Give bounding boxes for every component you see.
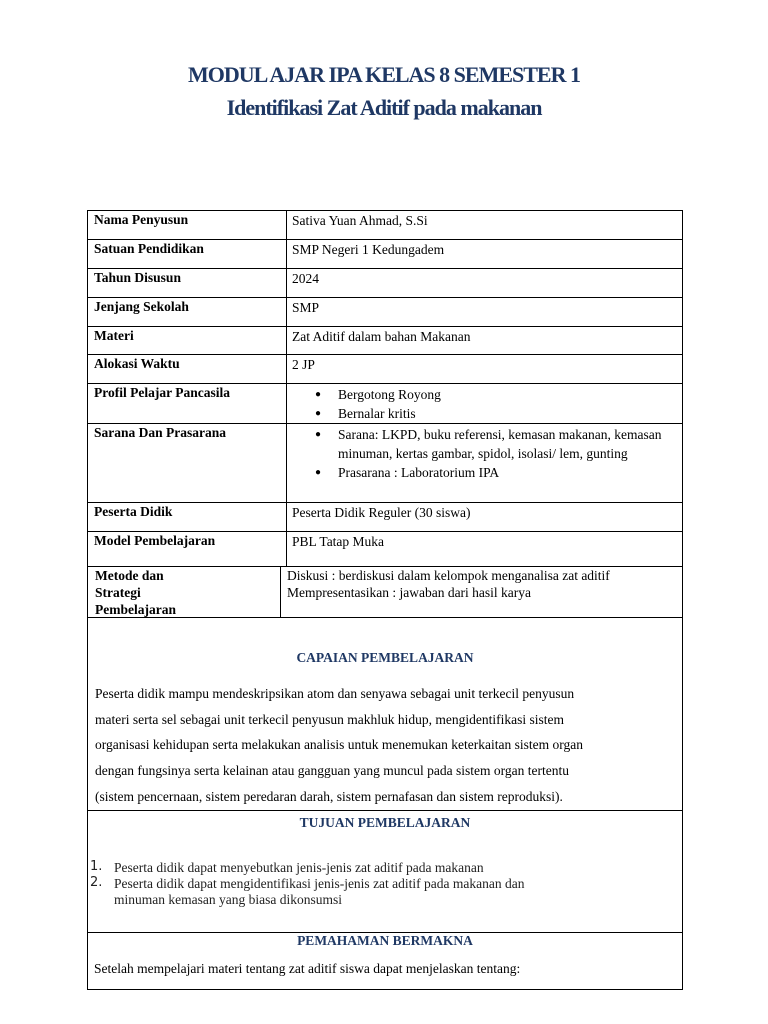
sarana-row [88,424,682,503]
info-label: Jenjang Sekolah [94,299,189,314]
info-value: SMP [292,300,320,315]
info-label: Model Pembelajaran [94,533,216,548]
pemahaman-section [88,933,682,989]
column-divider [286,327,287,354]
column-divider [286,240,287,268]
info-value: SMP Negeri 1 Kedungadem [292,242,445,257]
pemahaman-heading: PEMAHAMAN BERMAKNA [297,933,473,948]
column-divider [280,567,281,617]
capaian-paragraph [95,681,672,810]
column-divider [286,532,287,566]
column-divider [286,384,287,423]
capaian-section [88,618,682,811]
column-divider [286,269,287,297]
profil-row [88,384,682,424]
info-value: Sativa Yuan Ahmad, S.Si [292,213,428,228]
pemahaman-text: Setelah mempelajari materi tentang zat aditif siswa dapat menjelaskan tentang: [94,961,521,976]
paragraph-line: organisasi kehidupan serta melakukan analisis untuk menemukan keterkaitan sistem organ [95,737,583,753]
module-info-table [87,210,683,990]
metode-label-line: Pembelajaran [95,602,176,617]
capaian-heading: CAPAIAN PEMBELAJARAN [296,650,474,665]
info-label: Materi [94,328,134,343]
paragraph-line: materi serta sel sebagai unit terkecil penyusun makhluk hidup, mengidentifikasi sistem [95,711,565,727]
list-number: 1. [90,859,103,874]
list-item: ● Bernalar kritis [292,404,678,423]
tujuan-heading: TUJUAN PEMBELAJARAN [299,815,471,830]
metode-label-line: Metode dan [95,568,164,583]
info-label: Tahun Disusun [94,270,181,285]
column-divider [286,211,287,239]
info-label: Profil Pelajar Pancasila [94,385,230,400]
info-row [88,298,682,327]
info-label: Satuan Pendidikan [94,241,204,256]
list-item: ● Prasarana : Laboratorium IPA [292,463,662,482]
metode-value-line: Diskusi : berdiskusi dalam kelompok menganalisa zat aditif [287,568,610,583]
info-value: Peserta Didik Reguler (30 siswa) [292,505,471,520]
info-label: Alokasi Waktu [94,356,180,371]
metode-value-line: Mempresentasikan : jawaban dari hasil karya [287,585,532,600]
paragraph-line: Peserta didik mampu mendeskripsikan atom dan senyawa sebagai unit terkecil penyusun [95,686,575,701]
info-row [88,355,682,384]
info-row [88,240,682,269]
document-title: MODUL AJAR IPA KELAS 8 SEMESTER 1 [187,62,580,87]
info-value: Zat Aditif dalam bahan Makanan [292,329,471,344]
column-divider [286,298,287,326]
paragraph-line: dengan fungsinya serta kelainan atau gangguan yang muncul pada sistem organ tertentu [95,763,569,779]
list-item: ● Bergotong Royong [292,385,678,404]
document-subtitle: Identifikasi Zat Aditif pada makanan [226,95,542,120]
list-number: 2. [90,875,103,890]
info-row [88,327,682,355]
list-item: ● Sarana: LKPD, buku referensi, kemasan makanan, kemasan minuman, kertas gambar, spidol, isolasi/ lem, gunting [292,425,662,463]
info-value: 2 JP [292,357,315,372]
info-row [88,211,682,240]
info-row [88,269,682,298]
metode-row [88,567,682,618]
column-divider [286,355,287,383]
tujuan-section [88,811,682,933]
column-divider [286,424,287,502]
list-item-line: minuman kemasan yang biasa dikonsumsi [114,892,342,907]
info-value: PBL Tatap Muka [292,534,385,549]
info-label: Nama Penyusun [94,212,189,227]
metode-label-line: Strategi [95,585,141,600]
paragraph-line: (sistem pencernaan, sistem peredaran darah, sistem pernafasan dan sistem reproduksi). [95,788,563,804]
info-label: Sarana Dan Prasarana [94,425,227,440]
list-item-line: Peserta didik dapat menyebutkan jenis-jenis zat aditif pada makanan [114,860,484,875]
list-item [90,876,674,908]
info-row [88,532,682,567]
info-label: Peserta Didik [94,504,173,519]
info-value: 2024 [292,271,319,286]
list-item-line: Peserta didik dapat mengidentifikasi jenis-jenis zat aditif pada makanan dan [114,876,525,891]
list-item [90,860,674,876]
column-divider [286,503,287,531]
info-row [88,503,682,532]
